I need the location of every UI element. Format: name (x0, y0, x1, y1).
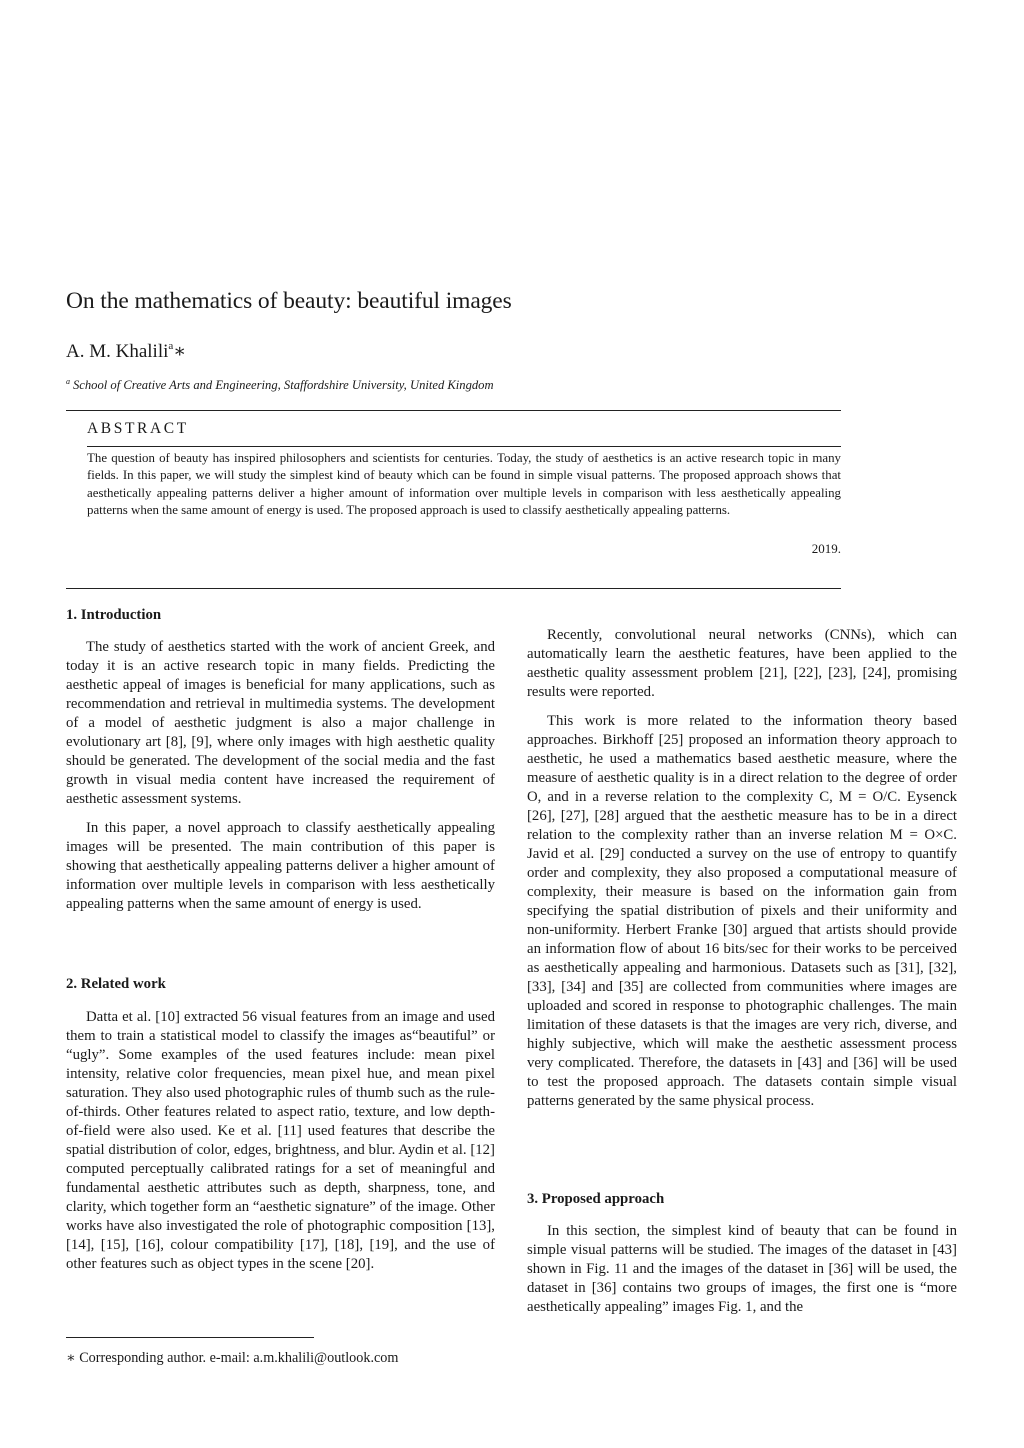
affiliation-text: School of Creative Arts and Engineering, Staffordshire University, United Kingdom (73, 378, 494, 392)
abstract-top-rule (66, 410, 841, 411)
footnote (66, 1350, 398, 1367)
approach-paragraph-wrap (527, 1222, 957, 1317)
intro-paragraph-2-wrap (66, 819, 495, 914)
abstract-year: 2019. (811, 541, 841, 556)
footnote-text: Corresponding author. e-mail: a.m.khalili@outlook.com (75, 1350, 399, 1366)
author-affil-mark: a (168, 340, 174, 352)
affiliation-mark: a (66, 377, 70, 386)
footnote-rule (66, 1337, 314, 1338)
related-paragraph: Datta et al. [10] extracted 56 visual features from an image and used them to train a statistical model to classify the images as“beautiful” or “ugly”. Some examples of the used features include: mean pixel intensity, relative color frequencies, mean pixel hue, and mean pixel saturation. They also used photographic rules of thumb such as the rule-of-thirds. Other features related to aspect ratio, texture, and low depth-of-field were also used. Ke et al. [11] used features that describe the spatial distribution of color, edges, brightness, and blur. Aydin et al. [12] computed perceptually calibrated ratings for a set of meaningful and fundamental aesthetic attributes such as depth, sharpness, tone, and clarity, which together form an “aesthetic signature” of the image. Other works have also investigated the role of photographic composition [13], [14], [15], [16], colour compatibility [17], [18], [19], and the use of other features such as object types in the scene [20]. (66, 1009, 495, 1272)
related-paragraph-wrap (66, 1008, 495, 1274)
related-heading: 2. Related work (66, 976, 166, 992)
intro-paragraph-2: In this paper, a novel approach to classify aesthetically appealing images will be presented. The main contribution of this paper is showing that aesthetically appealing patterns deliver a higher amount of information over multiple levels in comparison with less aesthetically appealing patterns when the same amount of energy is used. (66, 820, 495, 912)
intro-paragraph-1-wrap (66, 638, 495, 809)
right-paragraph-1-wrap (527, 626, 957, 702)
approach-heading: 3. Proposed approach (527, 1191, 665, 1207)
section-approach (527, 1190, 957, 1209)
intro-paragraph-1: The study of aesthetics started with the work of ancient Greek, and today it is an active research topic in many fields. Predicting the aesthetic appeal of images is beneficial for many applications, such as recommendation and retrieval in multimedia systems. The development of a model of aesthetic judgment is also a major challenge in evolutionary art [8], [9], where only images with high aesthetic quality should be generated. The development of the social media and the fast growth in visual media content have increased the requirement of aesthetic assessment systems. (66, 639, 495, 807)
corresponding-star: ∗ (173, 341, 187, 362)
section-intro (66, 606, 495, 625)
author-line (66, 340, 186, 363)
cnn-paragraph: Recently, convolutional neural networks (CNNs), which can automatically learn the aesthetic features, have been applied to the aesthetic quality assessment problem [21], [22], [23], [24], promising results were reported. (527, 627, 957, 700)
approach-paragraph: In this section, the simplest kind of beauty that can be found in simple visual patterns will be studied. The images of the dataset in [43] shown in Fig. 11 and the images of the dataset in [36] will be used, the dataset in [36] contains two groups of images, the first one is “more aesthetically appealing” images Fig. 1, and the (527, 1223, 957, 1315)
author-name: A. M. Khalili (66, 341, 169, 362)
footnote-mark: ∗ (66, 1350, 76, 1366)
right-paragraph-2-wrap (527, 712, 957, 1111)
section-related (66, 975, 495, 994)
abstract-heading: ABSTRACT (87, 420, 189, 437)
abstract-heading-rule (87, 446, 841, 447)
paper-title: On the mathematics of beauty: beautiful images (66, 288, 512, 314)
affiliation (66, 377, 494, 393)
info-theory-paragraph: This work is more related to the information theory based approaches. Birkhoff [25] proposed an information theory approach to aesthetic, he used a mathematics based aesthetic measure, where the measure of aesthetic quality is in a direct relation to the degree of order O, and in a reverse relation to the complexity C, M = O/C. Eysenck [26], [27], [28] argued that the aesthetic measure has to be in a direct relation to the complexity rather than an inverse relation M = O×C. Javid et al. [29] conducted a survey on the use of entropy to quantify order and complexity, they also proposed a computational measure of complexity, their measure is based on the information gain from specifying the spatial distribution of pixels and their uniformity and non-uniformity. Herbert Franke [30] argued that artists should provide an information flow of about 16 bits/sec for their works to be perceived as aesthetically appealing and harmonious. Datasets such as [31], [32], [33], [34] and [35] are collected from communities where images are uploaded and scored in response to photographic challenges. The main limitation of these datasets is that the images are very rich, diverse, and highly subjective, which will make the aesthetic assessment process very complicated. Therefore, the datasets in [43] and [36] will be used to test the proposed approach. The datasets contain simple visual patterns generated by the same physical process. (527, 713, 957, 1109)
abstract-bottom-rule (66, 588, 841, 589)
intro-heading: 1. Introduction (66, 607, 162, 623)
abstract-body: The question of beauty has inspired philosophers and scientists for centuries. Today, the study of aesthetics is an active research topic in many fields. In this paper, we will study the simplest kind of beauty which can be found in simple visual patterns. The proposed approach shows that aesthetically appealing patterns deliver a higher amount of information over multiple levels in comparison with less aesthetically appealing patterns when the same amount of energy is used. The proposed approach is used to classify aesthetically appealing patterns. (87, 451, 841, 517)
